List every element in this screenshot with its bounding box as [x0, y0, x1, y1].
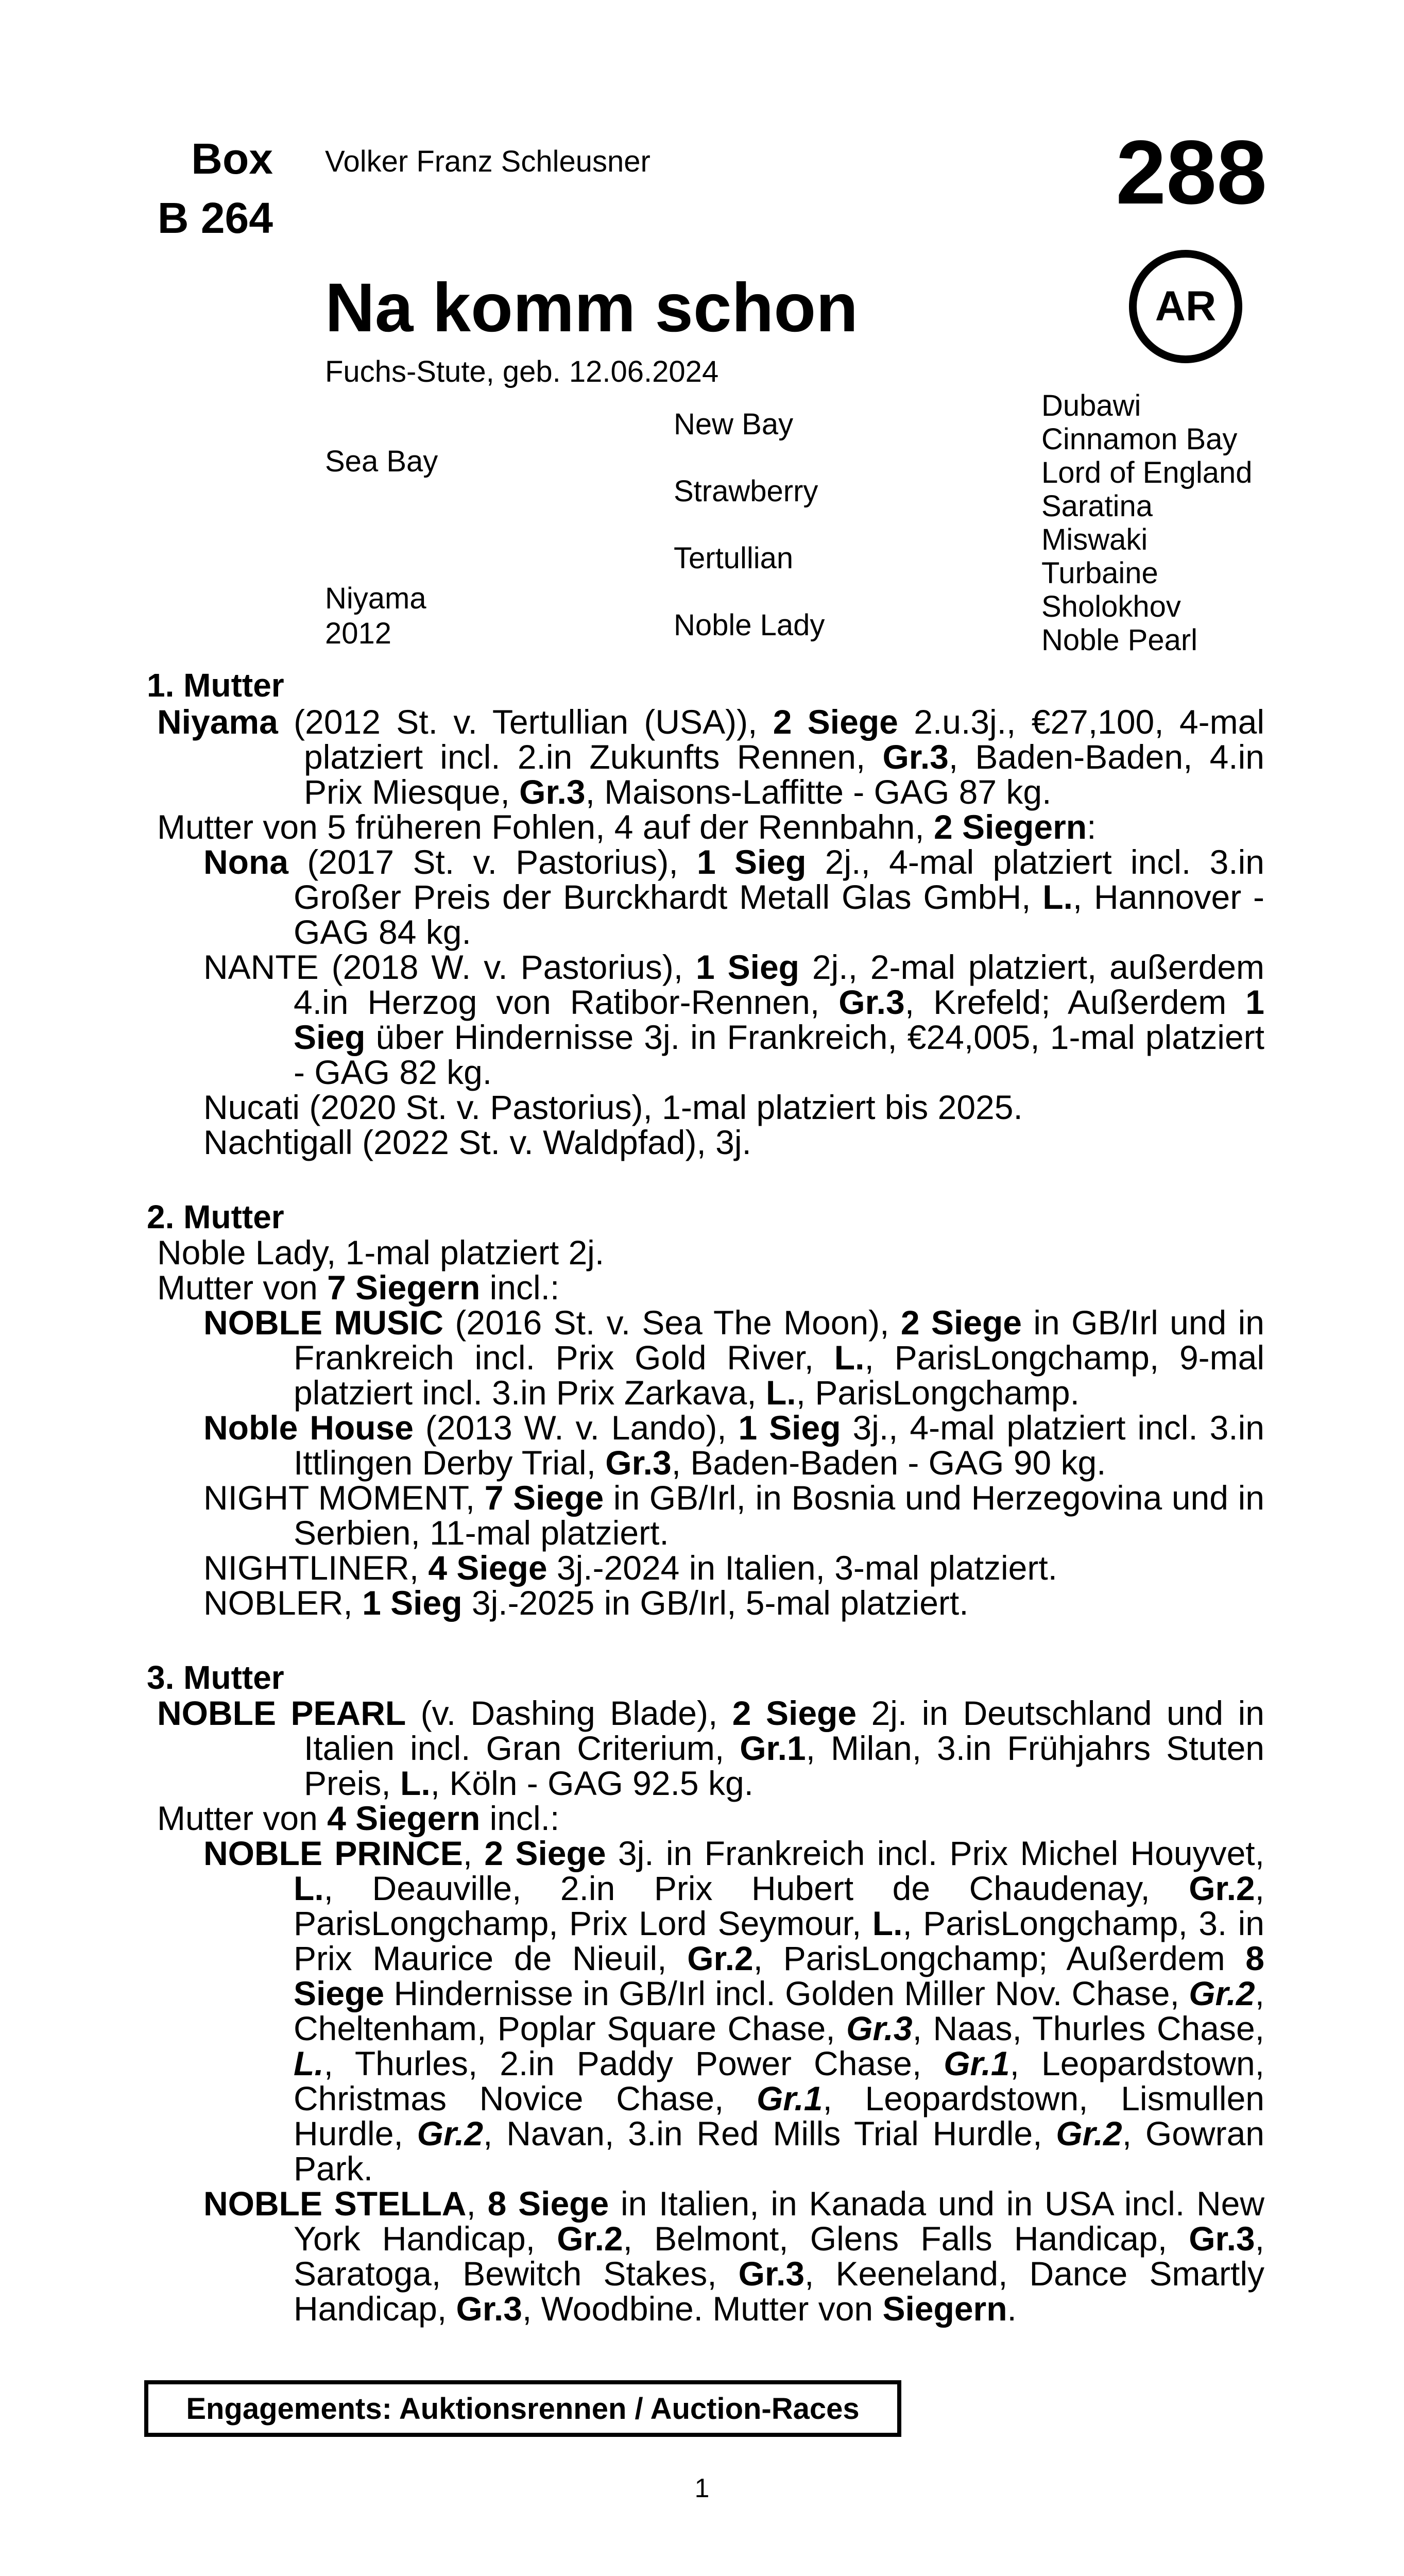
- horse-description: Fuchs-Stute, geb. 12.06.2024: [325, 355, 719, 388]
- box-label: Box: [191, 134, 273, 183]
- pedigree-gen3-item: Miswaki: [1041, 523, 1148, 556]
- offspring-entry-noble-music: NOBLE MUSIC (2016 St. v. Sea The Moon), 2 Siege in GB/Irl und in Frankreich incl. Prix Gold River, L., ParisLongchamp, 9-mal platziert incl. 3.in Prix Zarkava, L., ParisLongchamp.: [203, 1303, 1264, 1412]
- pedigree-gen3-item: Dubawi: [1041, 389, 1141, 422]
- ar-badge-icon: [1129, 250, 1242, 363]
- pedigree-gen3-item: Lord of England: [1041, 456, 1253, 489]
- pedigree-gen3-item: Sholokhov: [1041, 590, 1181, 623]
- dam-entry-noble-lady: Noble Lady, 1-mal platziert 2j.: [157, 1233, 605, 1272]
- pedigree-sire: Sea Bay: [325, 445, 438, 478]
- pedigree-gen2-item: Strawberry: [674, 474, 818, 508]
- offspring-entry-noble-prince: NOBLE PRINCE, 2 Siege 3j. in Frankreich incl. Prix Michel Houyvet, L., Deauville, 2.in Prix Hubert de Chaudenay, Gr.2, ParisLongchamp, Prix Lord Seymour, L., ParisLongchamp, 3. in Prix Maurice de Nieuil, Gr.2, ParisLongchamp; Außerdem 8 Siege Hindernisse in GB/Irl incl. Golden Miller Nov. Chase, Gr.2, Cheltenham, Poplar Square Chase, Gr.3, Naas, Thurles Chase, L., Thurles, 2.in Paddy Power Chase, Gr.1, Leopardstown, Christmas Novice Chase, Gr.1, Leopardstown, Lismullen Hurdle, Gr.2, Navan, 3.in Red Mills Trial Hurdle, Gr.2, Gowran Park.: [203, 1834, 1265, 2188]
- offspring-entry-nightliner: NIGHTLINER, 4 Siege 3j.-2024 in Italien, 3-mal platziert.: [203, 1549, 1058, 1587]
- pedigree-gen2-item: Tertullian: [674, 541, 794, 575]
- ar-badge-label: AR: [1155, 283, 1217, 330]
- offspring-entry-noble-house: Noble House (2013 W. v. Lando), 1 Sieg 3j., 4-mal platziert incl. 3.in Ittlingen Derby Trial, Gr.3, Baden-Baden - GAG 90 kg.: [203, 1409, 1265, 1482]
- pedigree-gen2-item: New Bay: [674, 408, 794, 441]
- breeder-name: Volker Franz Schleusner: [325, 145, 650, 178]
- lot-number: 288: [1116, 122, 1267, 223]
- pedigree-gen3-item: Noble Pearl: [1041, 623, 1198, 657]
- section-heading-1: 1. Mutter: [147, 667, 284, 704]
- dam-entry-noble-pearl: NOBLE PEARL (v. Dashing Blade), 2 Siege 2j. in Deutschland und in Italien incl. Gran Criterium, Gr.1, Milan, 3.in Frühjahrs Stuten Preis, L., Köln - GAG 92.5 kg.: [157, 1694, 1264, 1802]
- offspring-entry-nachtigall: Nachtigall (2022 St. v. Waldpfad), 3j.: [203, 1123, 751, 1161]
- pedigree-gen3-item: Saratina: [1041, 489, 1153, 523]
- offspring-entry-nucati: Nucati (2020 St. v. Pastorius), 1-mal platziert bis 2025.: [203, 1088, 1023, 1126]
- pedigree-gen3-item: Turbaine: [1041, 556, 1158, 590]
- page-number: 1: [694, 2473, 710, 2503]
- dam-entry-niyama: Niyama (2012 St. v. Tertullian (USA)), 2 Siege 2.u.3j., €27,100, 4-mal platziert incl. 2.in Zukunfts Rennen, Gr.3, Baden-Baden, 4.in Prix Miesque, Gr.3, Maisons-Laffitte - GAG 87 kg.: [157, 703, 1264, 811]
- section-heading-3: 3. Mutter: [147, 1659, 284, 1696]
- pedigree-dam: Niyama: [325, 582, 426, 615]
- mutter-von-line: Mutter von 5 früheren Fohlen, 4 auf der Rennbahn, 2 Siegern:: [157, 808, 1097, 846]
- offspring-entry-noble-stella: NOBLE STELLA, 8 Siege in Italien, in Kanada und in USA incl. New York Handicap, Gr.2, Belmont, Glens Falls Handicap, Gr.3, Saratoga, Bewitch Stakes, Gr.3, Keeneland, Dance Smartly Handicap, Gr.3, Woodbine. Mutter von Siegern.: [203, 2184, 1265, 2328]
- pedigree-gen2-item: Noble Lady: [674, 608, 825, 642]
- offspring-entry-nante: NANTE (2018 W. v. Pastorius), 1 Sieg 2j., 2-mal platziert, außerdem 4.in Herzog von Ratibor-Rennen, Gr.3, Krefeld; Außerdem 1 Sieg über Hindernisse 3j. in Frankreich, €24,005, 1-mal platziert - GAG 82 kg.: [203, 948, 1264, 1091]
- mutter-von-line: Mutter von 7 Siegern incl.:: [157, 1268, 560, 1307]
- engagements-box: Engagements: Auktionsrennen / Auction-Races: [144, 2380, 901, 2437]
- horse-name: Na komm schon: [325, 269, 859, 346]
- box-number: B 264: [157, 194, 273, 242]
- pedigree-gen3-item: Cinnamon Bay: [1041, 422, 1238, 456]
- pedigree-dam-year: 2012: [325, 617, 392, 650]
- offspring-entry-nona: Nona (2017 St. v. Pastorius), 1 Sieg 2j., 4-mal platziert incl. 3.in Großer Preis der Burckhardt Metall Glas GmbH, L., Hannover - GAG 84 kg.: [203, 843, 1264, 951]
- offspring-entry-night-moment: NIGHT MOMENT, 7 Siege in GB/Irl, in Bosnia und Herzegovina und in Serbien, 11-mal platziert.: [203, 1479, 1264, 1552]
- offspring-entry-nobler: NOBLER, 1 Sieg 3j.-2025 in GB/Irl, 5-mal platziert.: [203, 1584, 969, 1622]
- section-heading-2: 2. Mutter: [147, 1198, 284, 1235]
- mutter-von-line: Mutter von 4 Siegern incl.:: [157, 1799, 560, 1837]
